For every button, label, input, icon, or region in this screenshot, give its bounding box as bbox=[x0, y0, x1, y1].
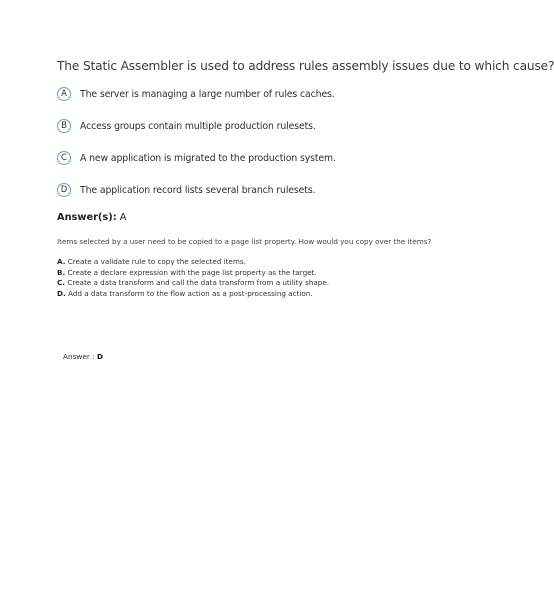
question-1-option-a bbox=[57, 87, 335, 101]
option-letter: B. bbox=[57, 267, 66, 277]
option-letter: D. bbox=[57, 288, 66, 298]
question-1-answer bbox=[57, 212, 126, 223]
question-2-options bbox=[57, 257, 467, 299]
option-text: The server is managing a large number of rules caches. bbox=[80, 88, 335, 100]
question-1-option-b bbox=[57, 119, 316, 133]
question-2-answer bbox=[63, 352, 103, 361]
question-2-option-c bbox=[57, 278, 467, 289]
question-1 bbox=[57, 58, 554, 223]
option-letter-badge: C bbox=[57, 151, 71, 165]
option-letter: C. bbox=[57, 278, 66, 287]
question-1-text: The Static Assembler is used to address rules assembly issues due to which cause? bbox=[57, 59, 554, 73]
option-text: Add a data transform to the flow action as a post-processing action. bbox=[68, 288, 313, 298]
question-1-option-c bbox=[57, 151, 336, 165]
question-2-option-b bbox=[57, 268, 467, 279]
answer-value: A bbox=[119, 212, 127, 223]
question-1-option-d bbox=[57, 183, 315, 197]
option-text: Create a data transform and call the data transform from a utility shape. bbox=[67, 278, 330, 287]
option-text: The application record lists several branch rulesets. bbox=[80, 184, 316, 196]
option-letter: A. bbox=[57, 257, 66, 266]
question-2-option-a bbox=[57, 257, 467, 268]
option-text: Access groups contain multiple production rulesets. bbox=[80, 120, 316, 132]
option-letter-badge: A bbox=[57, 87, 71, 101]
option-letter-badge: B bbox=[57, 119, 71, 133]
answer-label: Answer : bbox=[63, 352, 95, 361]
answer-value: D bbox=[96, 352, 104, 361]
question-2 bbox=[57, 237, 467, 299]
option-letter-badge: D bbox=[57, 183, 71, 197]
question-2-option-d bbox=[57, 289, 467, 300]
option-text: Create a declare expression with the page list property as the target. bbox=[67, 267, 317, 277]
option-text: Create a validate rule to copy the selected items. bbox=[67, 257, 246, 266]
question-2-text: Items selected by a user need to be copied to a page list property. How would you copy over the items? bbox=[57, 237, 432, 246]
answer-label: Answer(s): bbox=[57, 212, 117, 223]
option-text: A new application is migrated to the production system. bbox=[80, 152, 336, 164]
